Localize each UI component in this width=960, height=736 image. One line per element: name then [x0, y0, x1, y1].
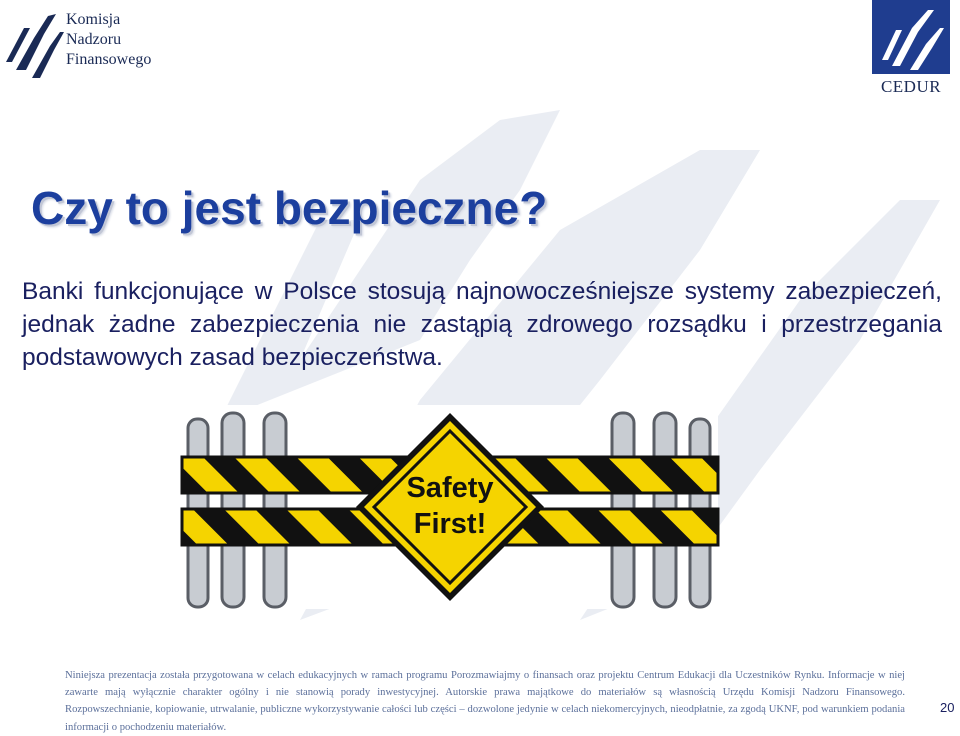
sign-text-safety: Safety	[406, 472, 494, 504]
knf-name	[66, 10, 151, 70]
knf-name-line: Komisja	[66, 11, 121, 28]
cedur-emblem-icon	[872, 0, 950, 74]
slide-body-text: Banki funkcjonujące w Polsce stosują najnowocześniejsze systemy zabezpieczeń, jednak żadne zabezpieczenia nie zastąpią zdrowego rozsądku i przestrzegania podstawowych zasad bezpieczeństwa.	[22, 278, 942, 371]
knf-emblem-icon	[4, 8, 64, 80]
sign-text-first: First!	[413, 508, 487, 540]
cedur-label: CEDUR	[880, 77, 942, 96]
knf-name-line: Nadzoru	[66, 31, 122, 48]
page-number: 20	[940, 700, 955, 715]
safety-first-image	[182, 405, 718, 609]
cedur-logo	[870, 0, 952, 100]
footer-disclaimer: Niniejsza prezentacja została przygotowana w celach edukacyjnych w ramach programu Porozmawiajmy o finansach oraz projektu Centrum Edukacji dla Uczestników Rynku. Informacje w niej zawarte mają wyłącznie charakter ogólny i nie stanowią porady inwestycyjnej. Autorskie prawa majątkowe do materiałów są własnością Urzędu Komisji Nadzoru Finansowego. Rozpowszechnianie, kopiowanie, utrwalanie, publiczne wykorzystywanie całości lub części – dozwolone jedynie w celach niekomercyjnych, nieodpłatnie, za zgodą UKNF, pod warunkiem podania informacji o pochodzeniu materiałów.	[65, 670, 905, 733]
slide-title: Czy to jest bezpieczne?	[31, 182, 548, 234]
knf-name-line: Finansowego	[66, 51, 152, 68]
